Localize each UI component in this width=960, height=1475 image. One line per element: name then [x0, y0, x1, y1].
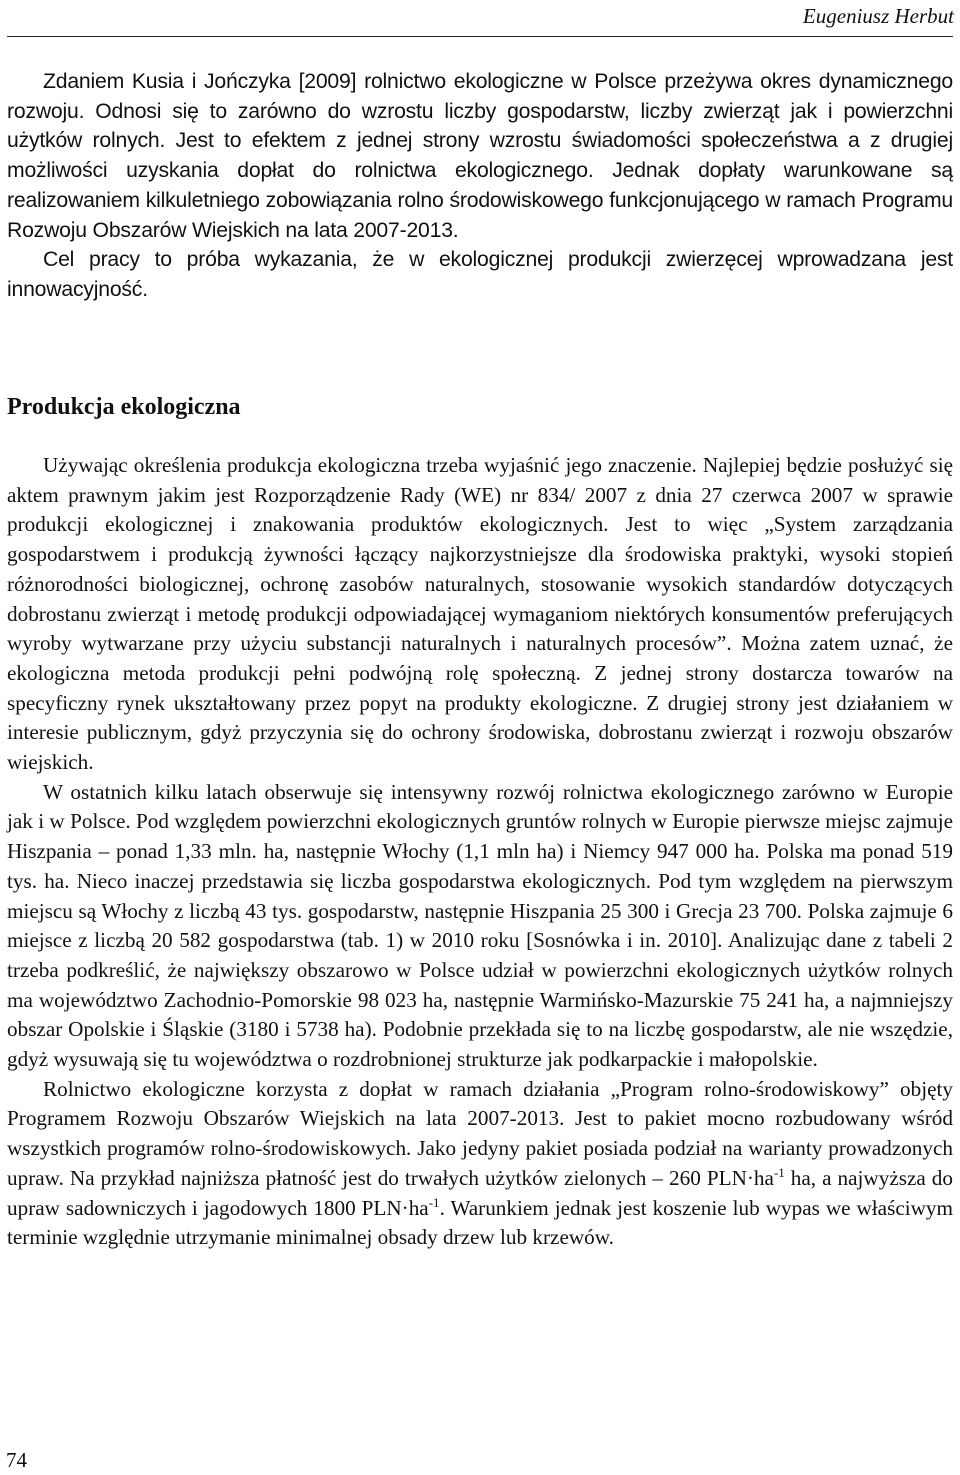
intro-section: [7, 67, 953, 305]
payments-text-3: . Warunkiem jednak jest koszenie lub wypas we właściwym terminie względnie utrzymanie minimalnej obsady drzew lub krzewów.: [7, 1195, 953, 1250]
payments-text-2: ha, a najwyższa do upraw sadowniczych i jagodowych 1800 PLN·ha: [7, 1165, 953, 1220]
body-paragraph-payments: [7, 1075, 953, 1253]
intro-paragraph: Zdaniem Kusia i Jończyka [2009] rolnictwo ekologiczne w Polsce przeżywa okres dynamicznego rozwoju. Odnosi się to zarówno do wzrostu liczby gospodarstw, liczby zwierząt jak i powierzchni użytków rolnych. Jest to efektem z jednej strony wzrostu świadomości społeczeństwa a z drugiej możliwości uzyskania dopłat do rolnictwa ekologicznego. Jednak dopłaty warunkowane są realizowaniem kilkuletniego zobowiązania rolno środowiskowego funkcjonującego w ramach Programu Rozwoju Obszarów Wiejskich na lata 2007-2013.: [7, 70, 953, 242]
payments-text-1: Rolnictwo ekologiczne korzysta z dopłat w ramach działania „Program rolno-środowiskowy” objęty Programem Rozwoju Obszarów Wiejskich na lata 2007-2013. Jest to pakiet mocno rozbudowany wśród wszystkich programów rolno-środowiskowych. Jako jedyny pakiet posiada podział na warianty prowadzonych upraw. Na przykład najniższa płatność jest do trwałych użytków zielonych – 260 PLN·ha: [7, 1076, 953, 1190]
section-body: [7, 451, 953, 1253]
header-divider: [7, 36, 953, 37]
body-paragraph: W ostatnich kilku latach obserwuje się intensywny rozwój rolnictwa ekologicznego zarówno w Europie jak i w Polsce. Pod względem powierzchni ekologicznych gruntów rolnych w Europie pierwsze miejsc zajmuje Hiszpania – ponad 1,33 mln. ha, następnie Włochy (1,1 mln ha) i Niemcy 947 000 ha. Polska ma ponad 519 tys. ha. Nieco inaczej przedstawia się liczba gospodarstwa ekologicznych. Pod tym względem na pierwszym miejscu są Włochy z liczbą 43 tys. gospodarstw, następnie Hiszpania 25 300 i Grecja 23 700. Polska zajmuje 6 miejsce z liczbą 20 582 gospodarstwa (tab. 1) w 2010 roku [Sosnówka i in. 2010]. Analizując dane z tabeli 2 trzeba podkreślić, że największy obszarowo w Polsce udział w powierzchni ekologicznych użytków rolnych ma województwo Zachodnio-Pomorskie 98 023 ha, następnie Warmińsko-Mazurskie 75 241 ha, a najmniejszy obszar Opolskie i Śląskie (3180 i 5738 ha). Podobnie przekłada się to na liczbę gospodarstw, ale nie wszędzie, gdyż wysuwają się tu województwa o rozdrobnionej strukturze jak podkarpackie i małopolskie.: [7, 779, 953, 1072]
aim-paragraph: Cel pracy to próba wykazania, że w ekologicznej produkcji zwierzęcej wprowadzana jest innowacyjność.: [7, 248, 953, 301]
section-heading: Produkcja ekologiczna: [7, 394, 241, 420]
running-header-author: Eugeniusz Herbut: [802, 4, 954, 28]
superscript-exponent: -1: [773, 1164, 785, 1180]
body-paragraph: Używając określenia produkcja ekologiczna trzeba wyjaśnić jego znaczenie. Najlepiej będzie posłużyć się aktem prawnym jakim jest Rozporządzenie Rady (WE) nr 834/ 2007 z dnia 27 czerwca 2007 w sprawie produkcji ekologicznej i znakowania produktów ekologicznych. Jest to więc „System zarządzania gospodarstwem i produkcją żywności łączący najkorzystniejsze dla środowiska praktyki, wysoki stopień różnorodności biologicznej, ochronę zasobów naturalnych, stosowanie wysokich standardów dotyczących dobrostanu zwierząt i metodę produkcji odpowiadającej wymaganiom niektórych konsumentów preferujących wyroby wytwarzane przy użyciu substancji naturalnych i naturalnych procesów”. Można zatem uznać, że ekologiczna metoda produkcji pełni podwójną rolę społeczną. Z jednej strony dostarcza towarów na specyficzny rynek ukształtowany przez popyt na produkty ekologiczne. Z drugiej strony jest działaniem w interesie publicznym, gdyż przyczynia się do ochrony środowiska, dobrostanu zwierząt i rozwoju obszarów wiejskich.: [7, 453, 953, 775]
page-number: 74: [6, 1448, 27, 1472]
superscript-exponent: -1: [428, 1194, 440, 1210]
